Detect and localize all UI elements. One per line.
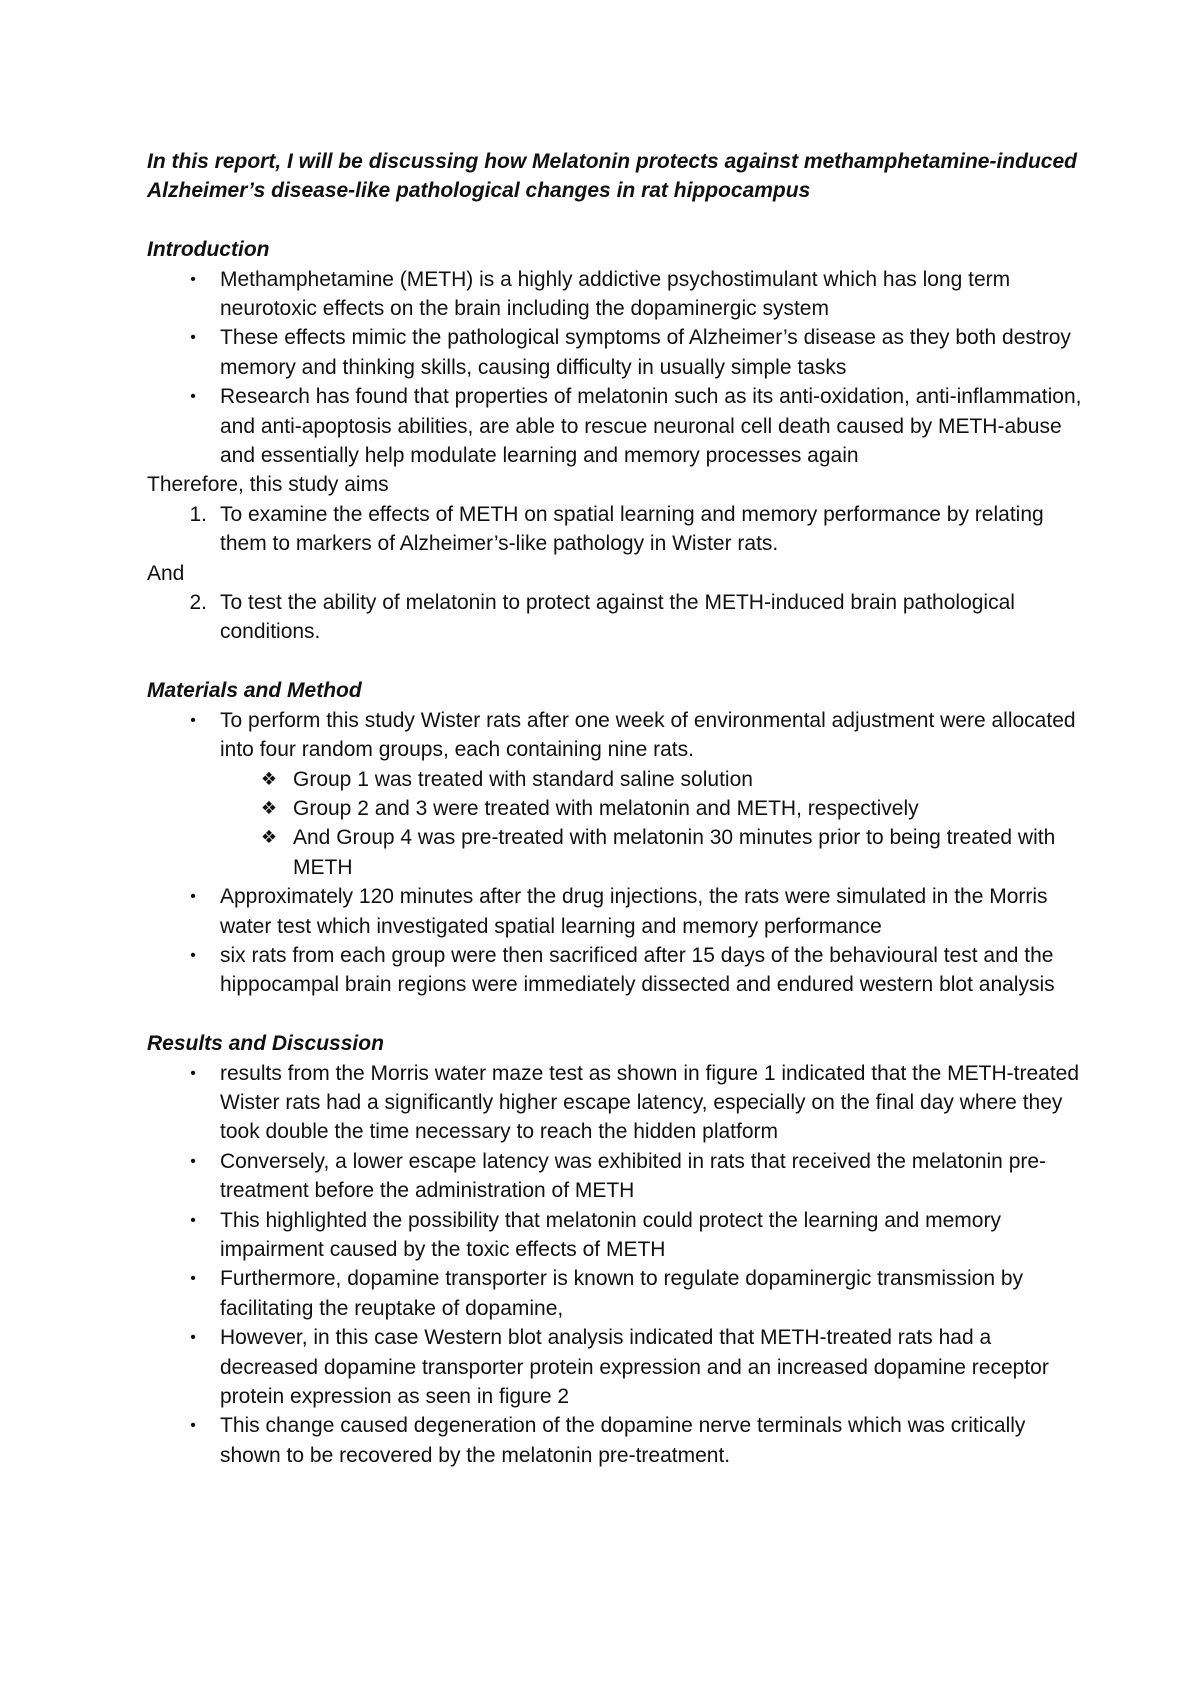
diamond-bullet-icon: ❖ <box>260 768 278 789</box>
bullet-icon: • <box>190 270 196 288</box>
aims-list-1 <box>147 500 1087 559</box>
list-item: • Methamphetamine (METH) is a highly addictive psychostimulant which has long term neurotoxic effects on the brain including the dopaminergic system <box>147 265 1087 324</box>
diamond-bullet-icon: ❖ <box>260 797 278 818</box>
list-item: 2. To test the ability of melatonin to protect against the METH-induced brain pathological conditions. <box>147 588 1087 647</box>
document-page <box>147 147 1087 1470</box>
methods-list-continued <box>147 882 1087 1000</box>
list-item: ❖ And Group 4 was pre-treated with melatonin 30 minutes prior to being treated with METH <box>147 823 1087 882</box>
results-list <box>147 1059 1087 1471</box>
list-number: 2. <box>189 591 207 615</box>
diamond-bullet-icon: ❖ <box>260 827 278 848</box>
introduction-list <box>147 265 1087 471</box>
methods-heading: Materials and Method <box>147 679 362 703</box>
list-item: • This change caused degeneration of the dopamine nerve terminals which was critically shown to be recovered by the melatonin pre-treatment. <box>147 1411 1087 1470</box>
list-item: ❖ Group 1 was treated with standard saline solution <box>147 765 1087 794</box>
spacer <box>147 1000 1087 1029</box>
bullet-icon: • <box>190 1064 196 1082</box>
list-item: 1. To examine the effects of METH on spatial learning and memory performance by relating them to markers of Alzheimer’s-like pathology in Wister rats. <box>147 500 1087 559</box>
bullet-icon: • <box>190 388 196 406</box>
aims-list-2 <box>147 588 1087 647</box>
list-item: • Furthermore, dopamine transporter is known to regulate dopaminergic transmission by facilitating the reuptake of dopamine, <box>147 1264 1087 1323</box>
bullet-icon: • <box>190 1329 196 1347</box>
list-item: ❖ Group 2 and 3 were treated with melatonin and METH, respectively <box>147 794 1087 823</box>
bullet-icon: • <box>190 888 196 906</box>
bullet-icon: • <box>190 1152 196 1170</box>
bullet-icon: • <box>190 711 196 729</box>
and-text: And <box>147 561 185 585</box>
bullet-icon: • <box>190 329 196 347</box>
list-item: • results from the Morris water maze test as shown in figure 1 indicated that the METH-treated Wister rats had a significantly higher escape latency, especially on the final day where they took double the time necessary to reach the hidden platform <box>147 1059 1087 1147</box>
list-item: • These effects mimic the pathological symptoms of Alzheimer’s disease as they both destroy memory and thinking skills, causing difficulty in usually simple tasks <box>147 323 1087 382</box>
spacer <box>147 647 1087 676</box>
aims-intro-text: Therefore, this study aims <box>147 473 389 497</box>
introduction-heading: Introduction <box>147 238 270 262</box>
methods-list <box>147 706 1087 765</box>
groups-list <box>147 765 1087 883</box>
spacer <box>147 206 1087 235</box>
list-item: • This highlighted the possibility that melatonin could protect the learning and memory impairment caused by the toxic effects of METH <box>147 1206 1087 1265</box>
report-title: In this report, I will be discussing how Melatonin protects against methamphetamine-induced Alzheimer’s disease-like pathological changes in rat hippocampus <box>147 150 1077 203</box>
list-number: 1. <box>189 502 207 526</box>
results-heading: Results and Discussion <box>147 1032 384 1056</box>
bullet-icon: • <box>190 946 196 964</box>
bullet-icon: • <box>190 1211 196 1229</box>
bullet-icon: • <box>190 1417 196 1435</box>
list-item: • six rats from each group were then sacrificed after 15 days of the behavioural test and the hippocampal brain regions were immediately dissected and endured western blot analysis <box>147 941 1087 1000</box>
bullet-icon: • <box>190 1270 196 1288</box>
list-item: • However, in this case Western blot analysis indicated that METH-treated rats had a decreased dopamine transporter protein expression and an increased dopamine receptor protein expression as seen in figure 2 <box>147 1323 1087 1411</box>
list-item: • Conversely, a lower escape latency was exhibited in rats that received the melatonin pre-treatment before the administration of METH <box>147 1147 1087 1206</box>
list-item: • Approximately 120 minutes after the drug injections, the rats were simulated in the Morris water test which investigated spatial learning and memory performance <box>147 882 1087 941</box>
list-item: • To perform this study Wister rats after one week of environmental adjustment were allocated into four random groups, each containing nine rats. <box>147 706 1087 765</box>
list-item: • Research has found that properties of melatonin such as its anti-oxidation, anti-inflammation, and anti-apoptosis abilities, are able to rescue neuronal cell death caused by METH-abuse and essentially help modulate learning and memory processes again <box>147 382 1087 470</box>
